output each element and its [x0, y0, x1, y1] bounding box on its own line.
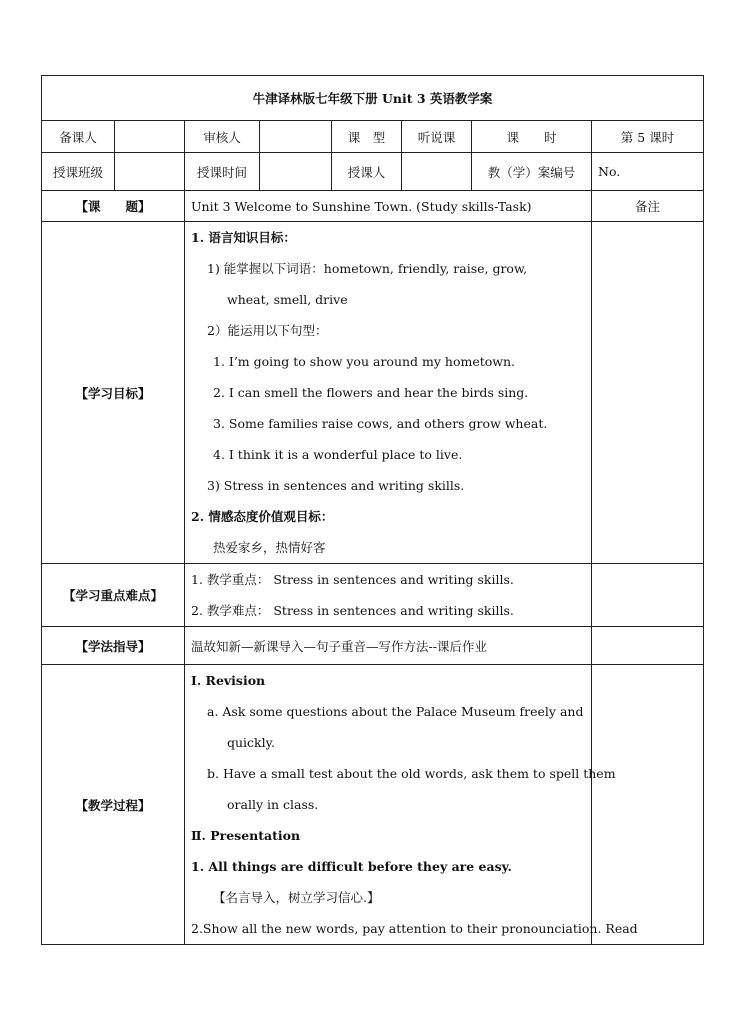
teacher-label: 授课人 — [332, 153, 402, 191]
preparer-label: 备课人 — [42, 121, 115, 153]
key-points-notes — [592, 564, 704, 627]
class-label: 授课班级 — [42, 153, 115, 191]
process-line: quickly. — [227, 735, 275, 750]
method-value: 温故知新—新课导入—句子重音—写作方法--课后作业 — [185, 627, 592, 665]
period-label: 课 时 — [472, 121, 592, 153]
objective-line: 热爱家乡，热情好客 — [213, 540, 326, 555]
objective-line: 3. Some families raise cows, and others grow wheat. — [213, 416, 548, 431]
objective-line: 1. 语言知识目标： — [191, 230, 296, 245]
method-label: 【学法指导】 — [42, 627, 185, 665]
topic-value: Unit 3 Welcome to Sunshine Town. (Study skills-Task) — [185, 191, 592, 222]
objectives-content — [185, 222, 592, 564]
objective-line: wheat, smell, drive — [227, 292, 348, 307]
process-line: 1. All things are difficult before they are easy. — [191, 859, 512, 874]
objective-line: 2. 情感态度价值观目标： — [191, 509, 334, 524]
time-value — [260, 153, 332, 191]
objectives-notes — [592, 222, 704, 564]
objective-line: 1) 能掌握以下词语：hometown, friendly, raise, grow, — [207, 261, 528, 276]
topic-label: 【课 题】 — [42, 191, 185, 222]
process-line: b. Have a small test about the old words, ask them to spell them — [207, 766, 616, 781]
process-line: Ⅰ. Revision — [191, 673, 266, 688]
reviewer-label: 审核人 — [185, 121, 260, 153]
lesson-type-value: 听说课 — [402, 121, 472, 153]
process-label: 【教学过程】 — [42, 665, 185, 945]
preparer-value — [115, 121, 185, 153]
plan-number-value: No. — [592, 153, 704, 191]
objective-line: 2）能运用以下句型： — [207, 323, 328, 338]
lesson-plan-table — [41, 75, 704, 945]
process-line: orally in class. — [227, 797, 319, 812]
process-notes — [592, 665, 704, 945]
plan-number-label: 教（学）案编号 — [472, 153, 592, 191]
objective-line: 2. I can smell the flowers and hear the birds sing. — [213, 385, 529, 400]
lesson-type-label: 课 型 — [332, 121, 402, 153]
key-point-line: 2. 教学难点： Stress in sentences and writing skills. — [191, 603, 514, 618]
class-value — [115, 153, 185, 191]
period-value: 第 5 课时 — [592, 121, 704, 153]
time-label: 授课时间 — [185, 153, 260, 191]
process-line: Ⅱ. Presentation — [191, 828, 301, 843]
notes-header: 备注 — [592, 191, 704, 222]
process-line: 2.Show all the new words, pay attention to their pronounciation. Read — [191, 921, 638, 936]
document-title: 牛津译林版七年级下册 Unit 3 英语教学案 — [42, 76, 704, 121]
process-line: 【名言导入，树立学习信心.】 — [213, 890, 380, 905]
process-content — [185, 665, 638, 945]
reviewer-value — [260, 121, 332, 153]
objective-line: 3) Stress in sentences and writing skills. — [207, 478, 465, 493]
key-point-line: 1. 教学重点： Stress in sentences and writing skills. — [191, 572, 514, 587]
teacher-value — [402, 153, 472, 191]
objective-line: 1. I’m going to show you around my hometown. — [213, 354, 516, 369]
objectives-label: 【学习目标】 — [42, 222, 185, 564]
method-notes — [592, 627, 704, 665]
key-points-label: 【学习重点难点】 — [42, 564, 185, 627]
objective-line: 4. I think it is a wonderful place to live. — [213, 447, 463, 462]
key-points-content — [185, 564, 592, 627]
process-line: a. Ask some questions about the Palace Museum freely and — [207, 704, 584, 719]
